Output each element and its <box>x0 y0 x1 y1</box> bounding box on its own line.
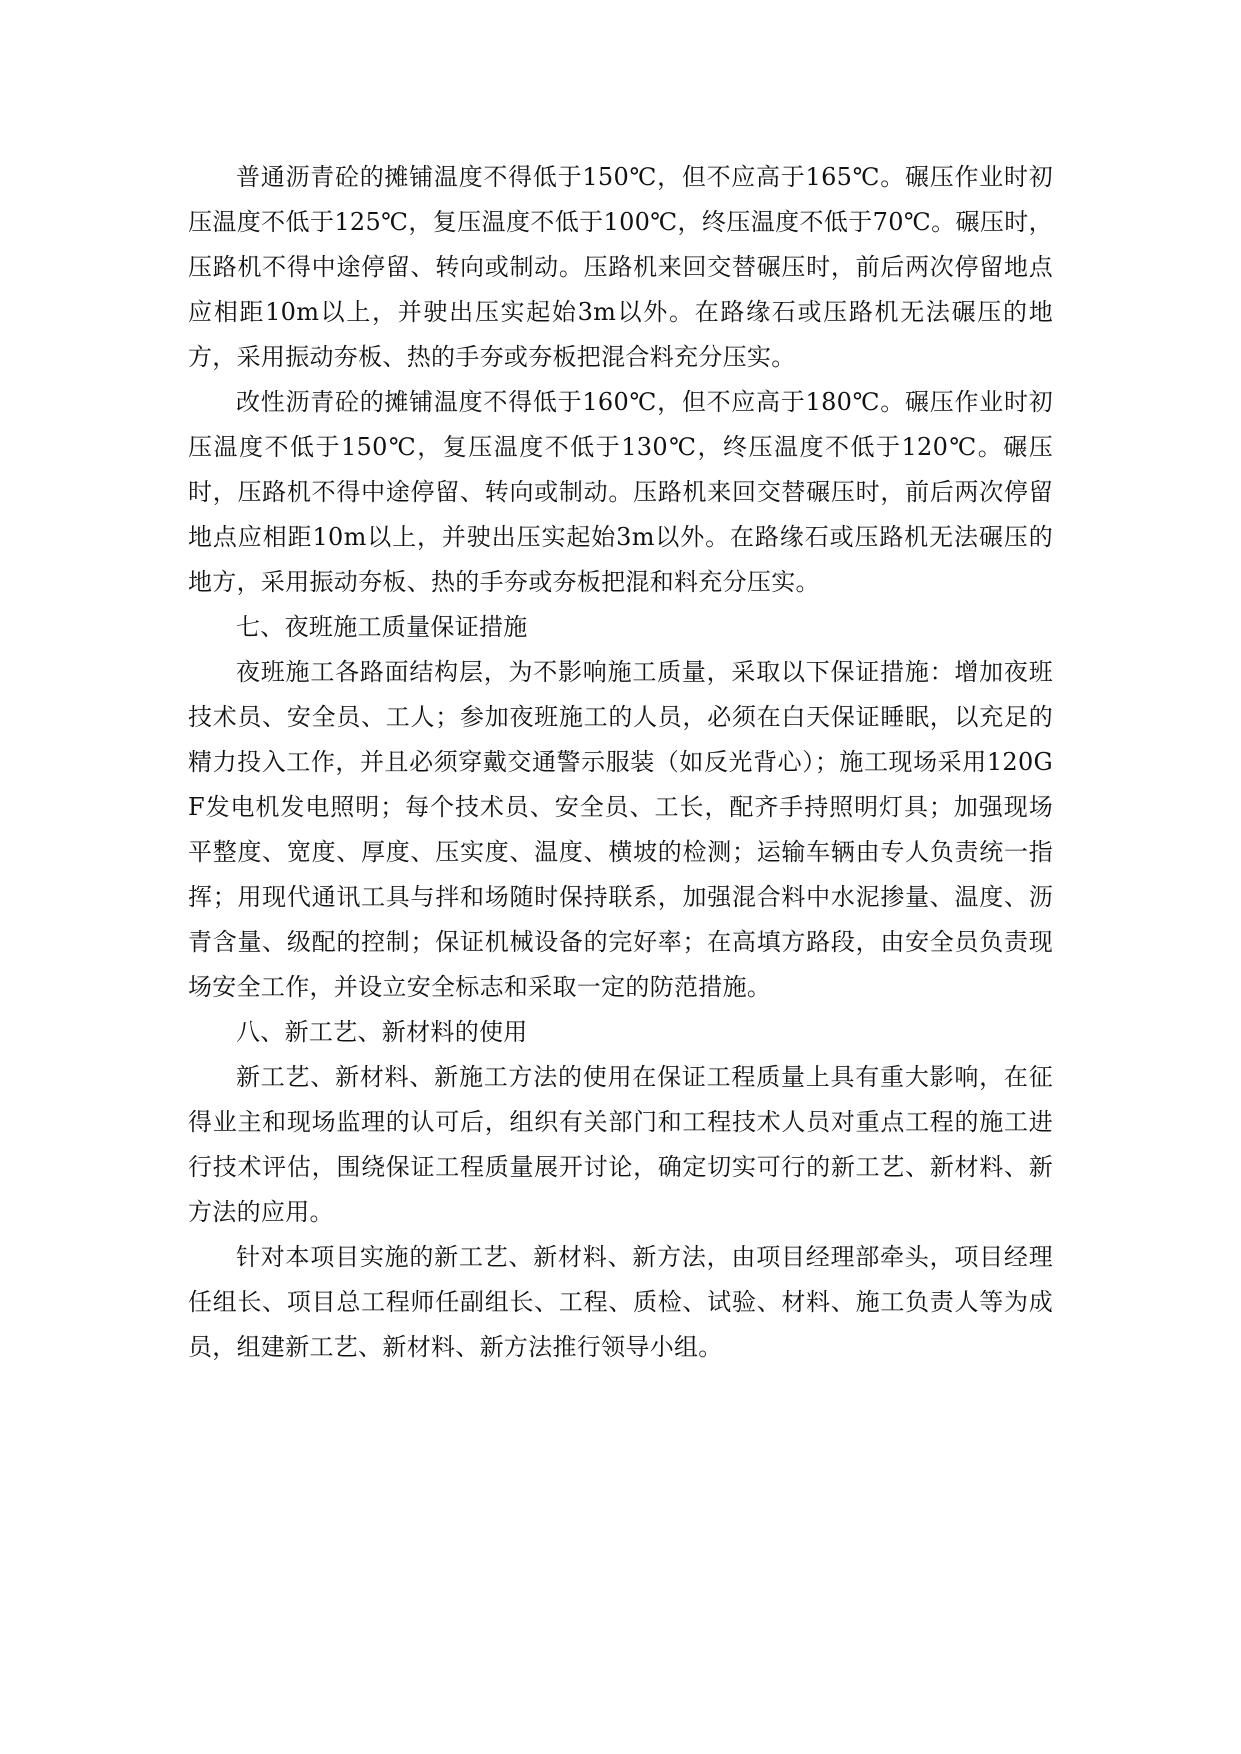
paragraph-ordinary-asphalt: 普通沥青砼的摊铺温度不得低于150℃，但不应高于165℃。碾压作业时初压温度不低于125℃，复压温度不低于100℃，终压温度不低于70℃。碾压时，压路机不得中途停留、转向或制动。压路机来回交替碾压时，前后两次停留地点应相距10m以上，并驶出压实起始3m以外。在路缘石或压路机无法碾压的地方，采用振动夯板、热的手夯或夯板把混合料充分压实。 <box>188 163 1053 371</box>
section-heading-night-shift: 七、夜班施工质量保证措施 <box>236 613 528 641</box>
paragraph-night-shift-measures: 夜班施工各路面结构层，为不影响施工质量，采取以下保证措施：增加夜班技术员、安全员、工人；参加夜班施工的人员，必须在白天保证睡眠，以充足的精力投入工作，并且必须穿戴交通警示服装（如反光背心）；施工现场采用120GF发电机发电照明；每个技术员、安全员、工长，配齐手持照明灯具；加强现场平整度、宽度、厚度、压实度、温度、横坡的检测；运输车辆由专人负责统一指挥；用现代通讯工具与拌和场随时保持联系，加强混合料中水泥掺量、温度、沥青含量、级配的控制；保证机械设备的完好率；在高填方路段，由安全员负责现场安全工作，并设立安全标志和采取一定的防范措施。 <box>188 658 1053 1001</box>
paragraph-new-technology-use: 新工艺、新材料、新施工方法的使用在保证工程质量上具有重大影响，在征得业主和现场监理的认可后，组织有关部门和工程技术人员对重点工程的施工进行技术评估，围绕保证工程质量展开讨论，确定切实可行的新工艺、新材料、新方法的应用。 <box>188 1063 1053 1226</box>
paragraph-leadership-group: 针对本项目实施的新工艺、新材料、新方法，由项目经理部牵头，项目经理任组长、项目总工程师任副组长、工程、质检、试验、材料、施工负责人等为成员，组建新工艺、新材料、新方法推行领导小组。 <box>188 1243 1053 1361</box>
paragraph-modified-asphalt: 改性沥青砼的摊铺温度不得低于160℃，但不应高于180℃。碾压作业时初压温度不低于150℃，复压温度不低于130℃，终压温度不低于120℃。碾压时，压路机不得中途停留、转向或制动。压路机来回交替碾压时，前后两次停留地点应相距10m以上，并驶出压实起始3m以外。在路缘石或压路机无法碾压的地方，采用振动夯板、热的手夯或夯板把混和料充分压实。 <box>188 388 1053 596</box>
section-heading-new-technology: 八、新工艺、新材料的使用 <box>236 1018 528 1046</box>
document-body <box>188 155 1053 1370</box>
